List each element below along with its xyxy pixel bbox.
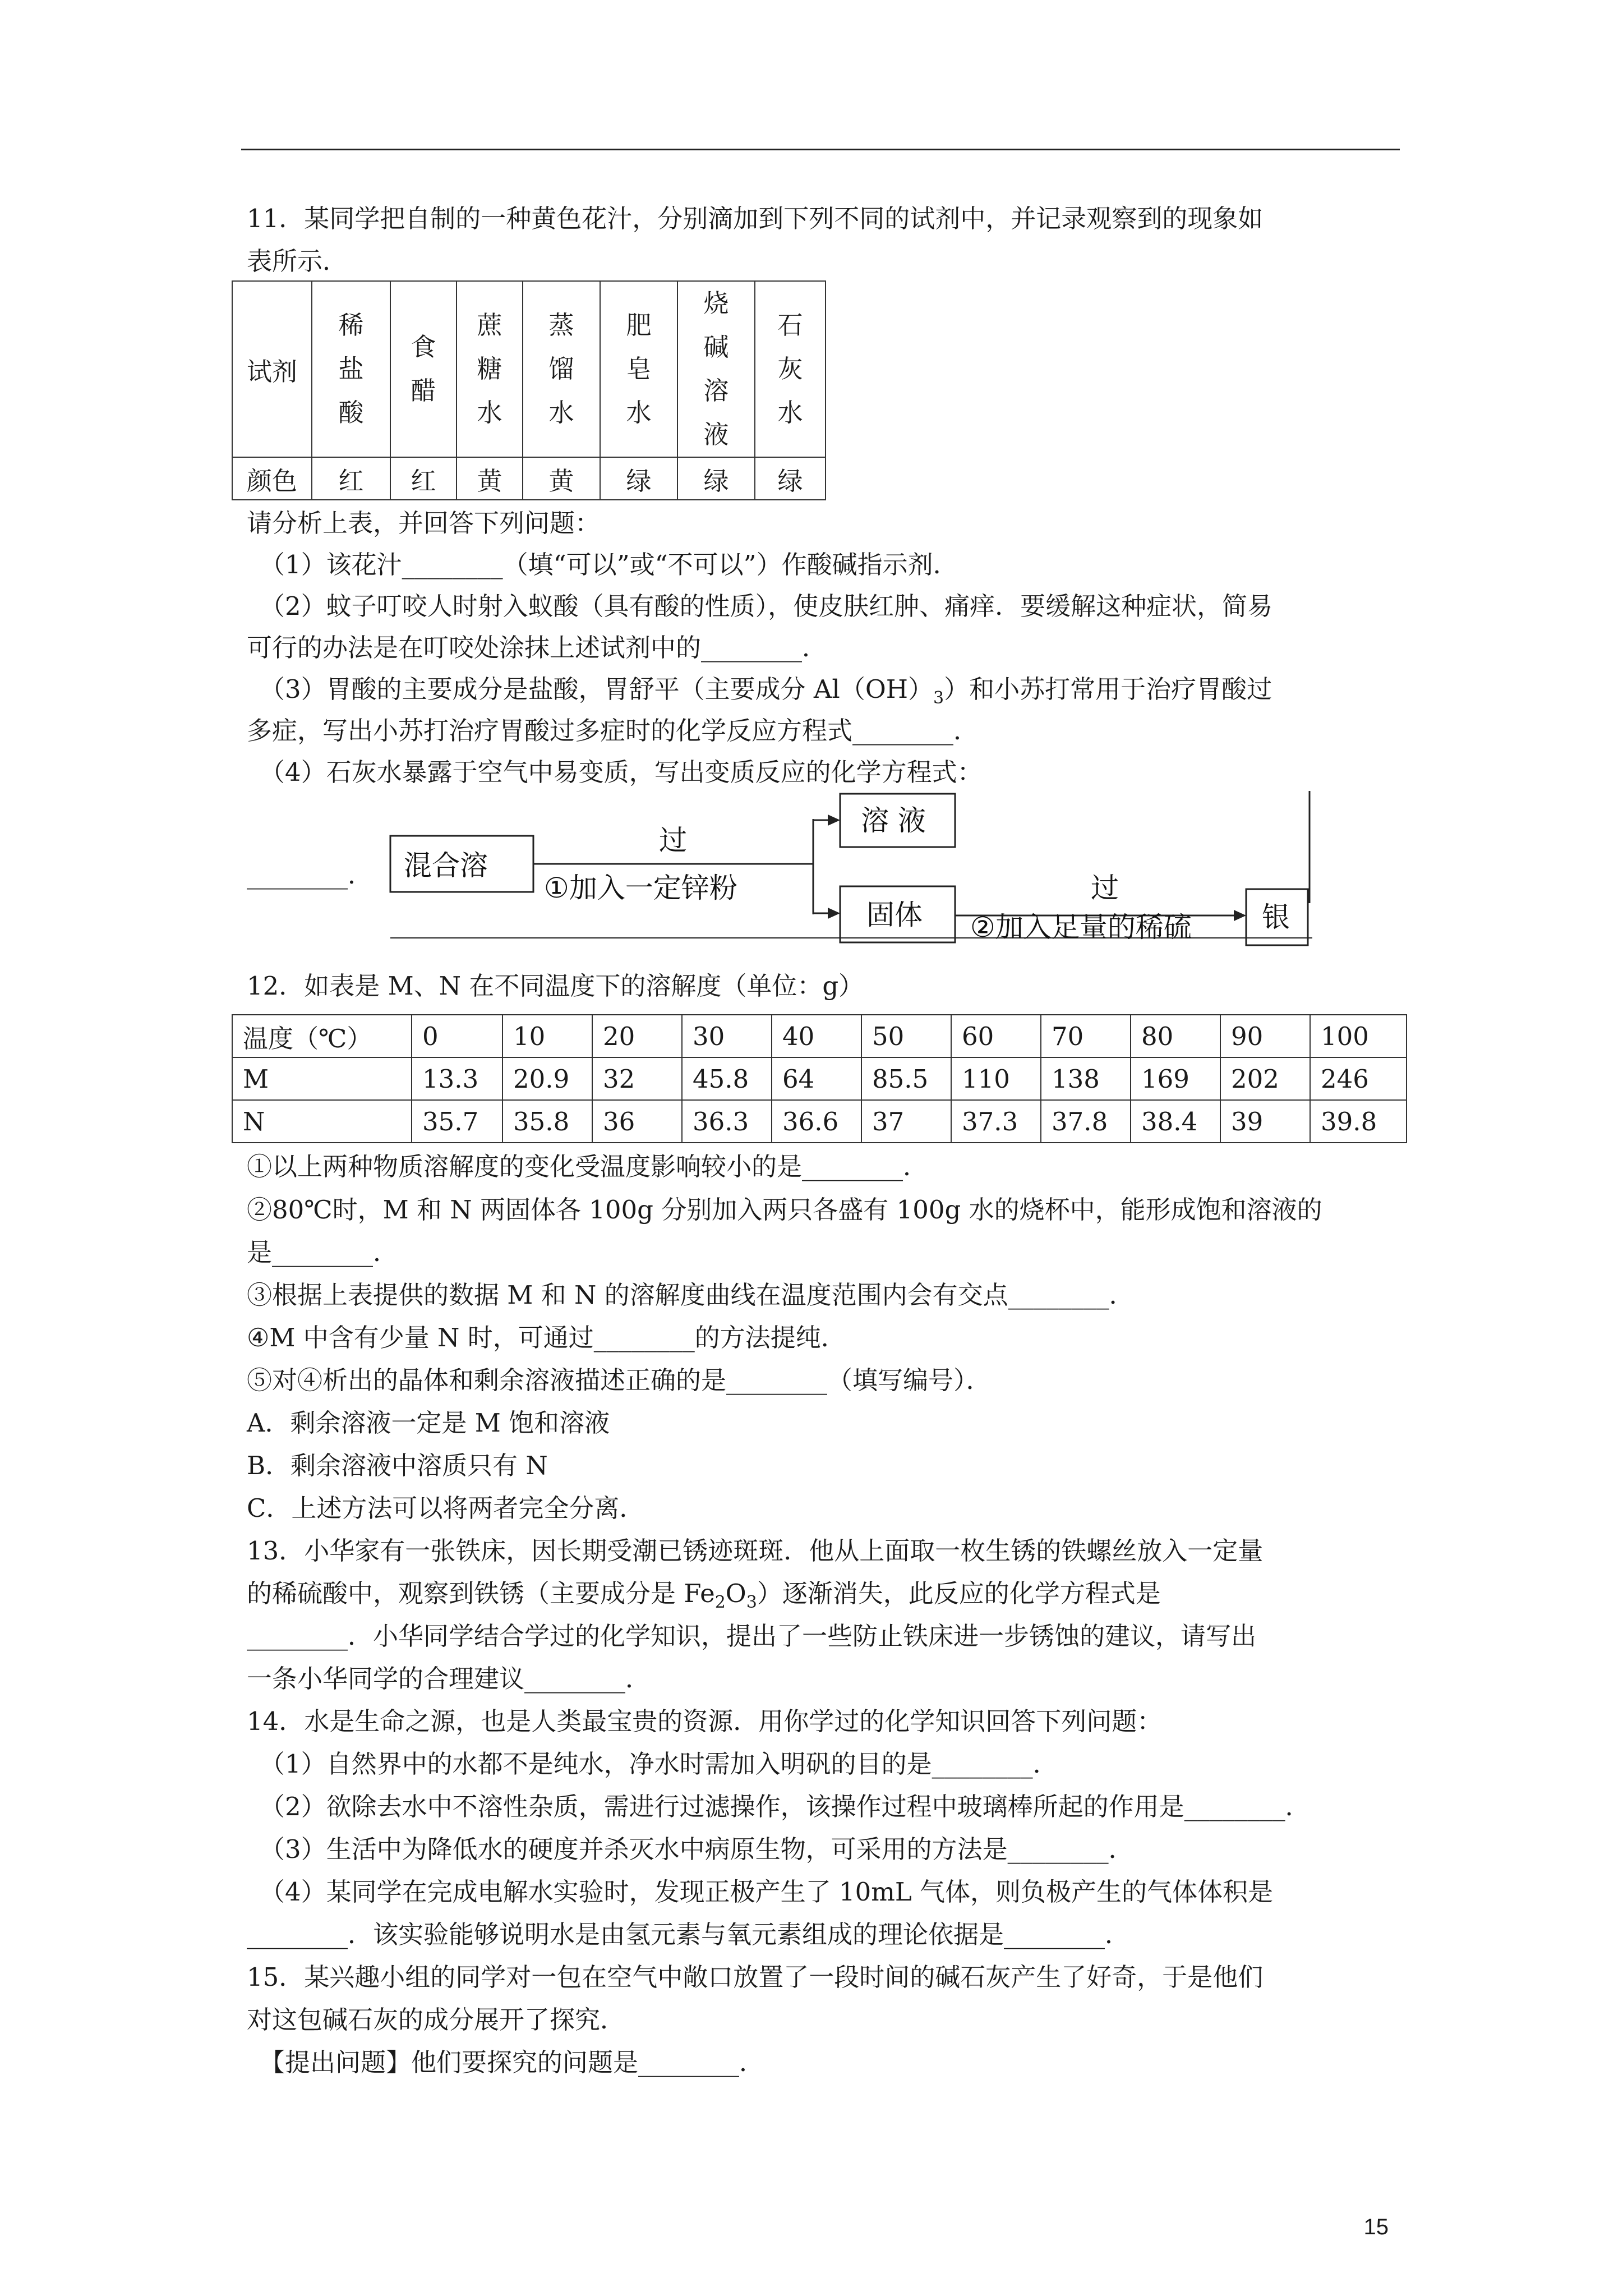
data-cell: 38.4 [1131,1100,1220,1143]
color-cell: 绿 [600,457,677,500]
data-cell: 35.8 [502,1100,592,1143]
q11-prompt: 请分析上表，并回答下列问题： [247,508,601,538]
reagent-row [232,281,826,457]
solubility-row-n [232,1100,1407,1143]
solubility-table [232,1014,1407,1143]
q11-intro-line2: 表所示． [247,246,348,276]
data-cell: 45.8 [682,1057,772,1100]
q11-part4-blank: ________． [247,860,374,890]
separation-flow-diagram [381,791,1312,948]
q11-part3-line2: 多症，写出小苏打治疗胃酸过多症时的化学反应方程式________． [247,716,979,746]
q15-line2: 对这包碱石灰的成分展开了探究． [247,2005,626,2035]
color-cell: 绿 [677,457,755,500]
header-cell: 30 [682,1015,772,1057]
solubility-header-row [232,1015,1407,1057]
reagent-color-table [232,280,826,500]
color-cell: 黄 [457,457,523,500]
q12-subquestion-5: ⑤对④析出的晶体和剩余溶液描述正确的是________（填写编号）． [247,1365,992,1395]
data-cell: 35.7 [412,1100,502,1143]
header-cell: 90 [1220,1015,1310,1057]
silver-box-label: 银 [1262,901,1290,933]
q11-intro-line1: 11．某同学把自制的一种黄色花汁，分别滴加到下列不同的试剂中，并记录观察到的现象如 [247,204,1264,233]
color-row [232,457,826,500]
data-cell: 39.8 [1310,1100,1407,1143]
data-cell: 13.3 [412,1057,502,1100]
color-row-label: 颜色 [232,457,312,500]
data-cell: 37 [861,1100,951,1143]
q12-subquestion-1: ①以上两种物质溶解度的变化受温度影响较小的是________． [247,1152,929,1181]
solid-box-label: 固体 [866,899,923,931]
q12-subquestion-2-line1: ②80℃时，M 和 N 两固体各 100g 分别加入两只各盛有 100g 水的烧杯中，能形成饱和溶液的 [247,1195,1322,1225]
header-cell: 50 [861,1015,951,1057]
q11-part2-line2: 可行的办法是在叮咬处涂抹上述试剂中的________． [247,633,828,662]
q13-line4: 一条小华同学的合理建议________． [247,1664,651,1694]
reagent-cell: 肥皂水 [600,281,677,457]
data-cell: 36.3 [682,1100,772,1143]
reagent-cell: 蔗糖水 [457,281,523,457]
q14-part2: （2）欲除去水中不溶性杂质，需进行过滤操作，该操作过程中玻璃棒所起的作用是________． [260,1792,1311,1821]
q12-option-c: C．上述方法可以将两者完全分离． [247,1493,645,1523]
data-cell: N [232,1100,412,1143]
data-cell: 110 [951,1057,1041,1100]
header-cell: 10 [502,1015,592,1057]
solution-box-label: 溶 液 [861,804,926,837]
q11-part1: （1）该花汁________（填“可以”或“不可以”）作酸碱指示剂． [260,550,958,579]
data-cell: 64 [772,1057,861,1100]
header-cell: 温度（℃） [232,1015,412,1057]
solubility-row-m [232,1057,1407,1100]
data-cell: 85.5 [861,1057,951,1100]
data-cell: 37.8 [1041,1100,1131,1143]
color-cell: 红 [312,457,390,500]
header-cell: 0 [412,1015,502,1057]
header-cell: 60 [951,1015,1041,1057]
reagent-cell: 蒸馏水 [523,281,600,457]
q14-part3: （3）生活中为降低水的硬度并杀灭水中病原生物，可采用的方法是________． [260,1834,1134,1864]
reagent-cell: 稀盐酸 [312,281,390,457]
q12-subquestion-3: ③根据上表提供的数据 M 和 N 的溶解度曲线在温度范围内会有交点________． [247,1280,1135,1310]
reagent-cell: 烧碱溶液 [677,281,755,457]
header-cell: 80 [1131,1015,1220,1057]
data-cell: 246 [1310,1057,1407,1100]
data-cell: 20.9 [502,1057,592,1100]
q14-part4-line2: ________．该实验能够说明水是由氢元素与氧元素组成的理论依据是________． [247,1920,1131,1949]
color-cell: 绿 [755,457,826,500]
q12-subquestion-2-line2: 是________． [247,1237,399,1267]
data-cell: 39 [1220,1100,1310,1143]
q14-title: 14．水是生命之源，也是人类最宝贵的资源．用你学过的化学知识回答下列问题： [247,1706,1163,1736]
q15-line3: 【提出问题】他们要探究的问题是________． [260,2047,765,2077]
q12-subquestion-4: ④M 中含有少量 N 时，可通过________的方法提纯． [247,1323,846,1352]
arrow1-top-label: 过 [659,824,687,857]
header-rule [241,149,1400,150]
q14-part4-line1: （4）某同学在完成电解水实验时，发现正极产生了 10mL 气体，则负极产生的气体体积是 [260,1877,1274,1907]
data-cell: 36.6 [772,1100,861,1143]
q11-part4: （4）石灰水暴露于空气中易变质，写出变质反应的化学方程式： [260,757,983,787]
mix-box-label: 混合溶 [404,849,488,882]
data-cell: 36 [592,1100,682,1143]
header-cell: 70 [1041,1015,1131,1057]
q13-line2: 的稀硫酸中，观察到铁锈（主要成分是 $Fe_2O_3$）逐渐消失，此反应的化学方程式是 [247,1579,1161,1612]
q12-title: 12．如表是 M、N 在不同温度下的溶解度（单位：g） [247,971,864,1001]
data-cell: 32 [592,1057,682,1100]
header-cell: 40 [772,1015,861,1057]
header-cell: 100 [1310,1015,1407,1057]
reagent-cell: 食醋 [390,281,457,457]
arrow1-bottom-label: ①加入一定锌粉 [544,872,737,904]
data-cell: 202 [1220,1057,1310,1100]
q12-option-a: A．剩余溶液一定是 M 饱和溶液 [247,1408,610,1438]
data-cell: 169 [1131,1057,1220,1100]
arrow2-bottom-label: ②加入足量的稀硫 [970,911,1192,944]
data-cell: M [232,1057,412,1100]
q11-part3-line1: （3）胃酸的主要成分是盐酸，胃舒平（主要成分 $Al(OH)_3$）和小苏打常用于治疗胃酸过 [260,674,1272,708]
q12-option-b: B．剩余溶液中溶质只有 N [247,1451,548,1480]
color-cell: 红 [390,457,457,500]
header-cell: 20 [592,1015,682,1057]
reagent-cell: 石灰水 [755,281,826,457]
data-cell: 37.3 [951,1100,1041,1143]
q15-line1: 15．某兴趣小组的同学对一包在空气中敞口放置了一段时间的碱石灰产生了好奇，于是他们 [247,1962,1264,1992]
q13-line3: ________．小华同学结合学过的化学知识，提出了一些防止铁床进一步锈蚀的建议，请写出 [247,1621,1257,1651]
q11-part2-line1: （2）蚊子叮咬人时射入蚁酸（具有酸的性质），使皮肤红肿、痛痒．要缓解这种症状，简易 [260,591,1273,621]
color-cell: 黄 [523,457,600,500]
data-cell: 138 [1041,1057,1131,1100]
q13-line1: 13．小华家有一张铁床，因长期受潮已锈迹斑斑．他从上面取一枚生锈的铁螺丝放入一定量 [247,1536,1264,1566]
page-number: 15 [1363,2215,1389,2239]
arrow2-top-label: 过 [1091,872,1119,904]
reagent-row-label: 试剂 [232,281,312,457]
q14-part1: （1）自然界中的水都不是纯水，净水时需加入明矾的目的是________． [260,1749,1058,1779]
